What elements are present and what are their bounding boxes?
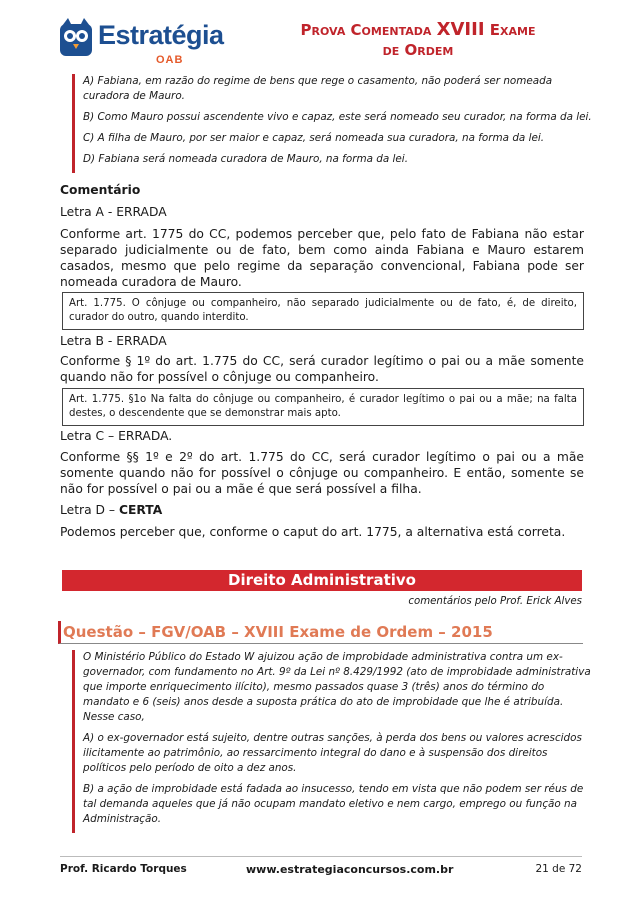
owl-logo-icon <box>58 18 94 58</box>
letter-b-paragraph <box>60 353 584 385</box>
brand-sub: OAB <box>156 54 184 66</box>
footer-author: Prof. Ricardo Torques <box>60 863 187 875</box>
letter-a-text: Conforme art. 1775 do CC, podemos perceber que, pelo fato de Fabiana não estar separado judicialmente ou de fato, bem como ainda Fabiana e Mauro estarem casados, mesmo que pelo regime da separação convencional, Fabiana pode ser nomeada curadora de Mauro. <box>60 227 584 289</box>
letter-d-text: Podemos perceber que, conforme o caput do art. 1775, a alternativa está correta. <box>60 525 566 539</box>
page-header <box>58 10 588 74</box>
letter-d-status: CERTA <box>118 503 163 517</box>
letter-b-block <box>60 333 584 349</box>
page-footer <box>60 856 582 876</box>
title-line-2: de Ordem <box>382 41 454 59</box>
question-stem: O Ministério Público do Estado W ajuizou ação de improbidade administrativa contra um ex-governador, com fundamento no Art. 9º da Lei nº 8.429/1992 (ato de improbidade administrativa que importe enriquecimento ilícito), mesmo passados quase 3 (três) anos do término do mandato e 6 (seis) anos desde a suposta prática do ato de improbidade que lhe é atribuída. Nesse caso, <box>83 651 591 723</box>
page-title <box>268 20 568 60</box>
letter-b-label: Letra B - ERRADA <box>60 334 167 348</box>
title-part-1: Prova Comentada <box>300 21 432 39</box>
question-body <box>72 650 593 833</box>
letter-c-text: Conforme §§ 1º e 2º do art. 1.775 do CC, será curador legítimo o pai ou a mãe somente quando não for possível o cônjuge ou companheiro. E então, somente se não for possível o pai ou a mãe é que será possível a filha. <box>60 450 584 496</box>
section-credit: comentários pelo Prof. Erick Alves <box>408 596 582 607</box>
letter-a-paragraph <box>60 226 584 290</box>
option-a: A) Fabiana, em razão do regime de bens que rege o casamento, não poderá ser nomeada curadora de Mauro. <box>83 75 553 102</box>
law-excerpt-b: Art. 1.775. §1o Na falta do cônjuge ou companheiro, é curador legítimo o pai ou a mãe; na falta destes, o descendente que se demonstrar mais apto. <box>62 388 584 426</box>
law-excerpt-a: Art. 1.775. O cônjuge ou companheiro, não separado judicialmente ou de fato, é, de direito, curador do outro, quando interdito. <box>62 292 584 330</box>
comment-heading: Comentário <box>60 183 141 197</box>
letter-c-paragraph <box>60 449 584 497</box>
letter-c-label: Letra C – ERRADA. <box>60 429 173 443</box>
option-d: D) Fabiana será nomeada curadora de Mauro, na forma da lei. <box>83 153 408 165</box>
option-b: B) Como Mauro possui ascendente vivo e capaz, este será nomeado seu curador, na forma da lei. <box>83 111 592 123</box>
letter-a-label: Letra A - ERRADA <box>60 205 167 219</box>
question-title: Questão – FGV/OAB – XVIII Exame de Ordem – 2015 <box>58 621 583 644</box>
previous-question-options <box>72 74 593 173</box>
footer-page-number: 21 de 72 <box>535 863 582 875</box>
brand-name: Estratégia <box>98 20 224 50</box>
estrategia-logo <box>58 18 258 66</box>
footer-site-link[interactable]: www.estrategiaconcursos.com.br <box>246 863 454 876</box>
option-c: C) A filha de Mauro, por ser maior e capaz, será nomeada sua curadora, na forma da lei. <box>83 132 545 144</box>
letter-c-block <box>60 428 584 444</box>
comment-heading-block <box>60 182 584 198</box>
section-title-bar: Direito Administrativo <box>62 570 582 591</box>
letter-b-text: Conforme § 1º do art. 1.775 do CC, será curador legítimo o pai ou a mãe somente quando não for possível o cônjuge ou companheiro. <box>60 354 584 384</box>
letter-d-paragraph <box>60 524 584 540</box>
question-option-a: A) o ex-governador está sujeito, dentre outras sanções, à perda dos bens ou valores acrescidos ilicitamente ao patrimônio, ao ressarcimento integral do dano e à suspensão dos direitos políticos pelo período de oito a dez anos. <box>83 732 582 774</box>
letter-d-prefix: Letra D – <box>60 503 119 517</box>
title-part-3: Exame <box>489 21 536 39</box>
letter-d-label <box>60 502 584 518</box>
question-option-b: B) a ação de improbidade está fadada ao insucesso, tendo em vista que não podem ser réus de tal demanda aqueles que já não ocupam mandato eletivo e nem cargo, emprego ou função na Administração. <box>83 783 584 825</box>
letter-d-block <box>60 502 584 518</box>
title-part-2: XVIII <box>436 19 485 40</box>
letter-a-block <box>60 204 584 220</box>
